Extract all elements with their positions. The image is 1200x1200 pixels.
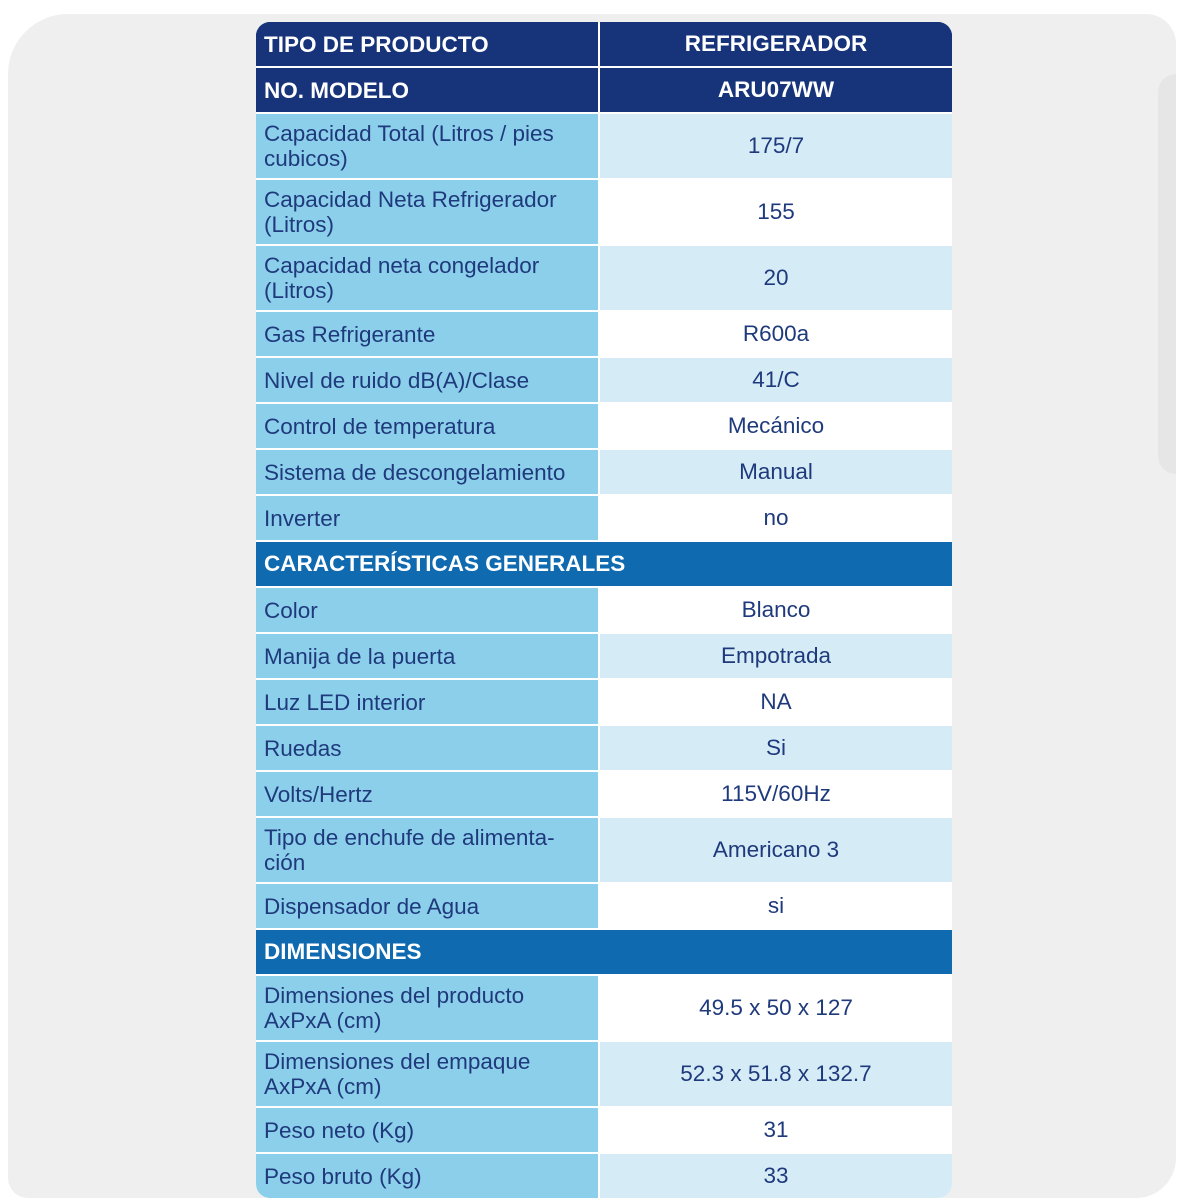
header-label: NO. MODELO — [256, 68, 600, 112]
spec-row — [256, 358, 952, 404]
spec-label: Tipo de enchufe de alimenta-ción — [256, 818, 600, 882]
spec-label: Dispensador de Agua — [256, 884, 600, 928]
spec-value: 31 — [600, 1108, 952, 1152]
spec-value: Americano 3 — [600, 818, 952, 882]
header-row-product-type — [256, 22, 952, 68]
spec-row — [256, 680, 952, 726]
spec-label: Capacidad neta congelador (Litros) — [256, 246, 600, 310]
spec-value: no — [600, 496, 952, 540]
spec-label: Peso neto (Kg) — [256, 1108, 600, 1152]
spec-label: Ruedas — [256, 726, 600, 770]
header-value: REFRIGERADOR — [600, 22, 952, 66]
spec-row — [256, 496, 952, 542]
spec-row — [256, 1042, 952, 1108]
header-value: ARU07WW — [600, 68, 952, 112]
spec-label: Luz LED interior — [256, 680, 600, 724]
spec-value: 52.3 x 51.8 x 132.7 — [600, 1042, 952, 1106]
spec-row — [256, 588, 952, 634]
spec-label: Sistema de descongelamiento — [256, 450, 600, 494]
spec-label: Capacidad Total (Litros / pies cubicos) — [256, 114, 600, 178]
spec-value: 155 — [600, 180, 952, 244]
spec-value: 20 — [600, 246, 952, 310]
spec-row — [256, 312, 952, 358]
spec-label: Manija de la puerta — [256, 634, 600, 678]
section-header-dimensions: DIMENSIONES — [256, 930, 952, 976]
spec-label: Dimensiones del empaque AxPxA (cm) — [256, 1042, 600, 1106]
spec-row — [256, 404, 952, 450]
spec-value: si — [600, 884, 952, 928]
paper-edge — [1158, 74, 1176, 474]
spec-value: R600a — [600, 312, 952, 356]
spec-row — [256, 818, 952, 884]
spec-row — [256, 634, 952, 680]
spec-value: 115V/60Hz — [600, 772, 952, 816]
spec-table — [256, 22, 952, 1198]
spec-row — [256, 180, 952, 246]
spec-label: Control de temperatura — [256, 404, 600, 448]
section-header-general: CARACTERÍSTICAS GENERALES — [256, 542, 952, 588]
spec-label: Nivel de ruido dB(A)/Clase — [256, 358, 600, 402]
spec-label: Dimensiones del producto AxPxA (cm) — [256, 976, 600, 1040]
spec-value: Mecánico — [600, 404, 952, 448]
spec-row — [256, 884, 952, 930]
spec-label: Peso bruto (Kg) — [256, 1154, 600, 1198]
spec-value: 41/C — [600, 358, 952, 402]
spec-label: Gas Refrigerante — [256, 312, 600, 356]
spec-value: Blanco — [600, 588, 952, 632]
spec-row — [256, 976, 952, 1042]
spec-label: Volts/Hertz — [256, 772, 600, 816]
spec-value: 175/7 — [600, 114, 952, 178]
spec-row — [256, 1154, 952, 1198]
spec-row — [256, 450, 952, 496]
spec-value: Manual — [600, 450, 952, 494]
spec-row — [256, 1108, 952, 1154]
spec-value: Empotrada — [600, 634, 952, 678]
spec-row — [256, 114, 952, 180]
spec-label: Color — [256, 588, 600, 632]
spec-row — [256, 772, 952, 818]
spec-value: Si — [600, 726, 952, 770]
spec-value: NA — [600, 680, 952, 724]
header-row-model — [256, 68, 952, 114]
spec-row — [256, 726, 952, 772]
spec-value: 49.5 x 50 x 127 — [600, 976, 952, 1040]
header-label: TIPO DE PRODUCTO — [256, 22, 600, 66]
spec-label: Inverter — [256, 496, 600, 540]
spec-label: Capacidad Neta Refrigerador (Litros) — [256, 180, 600, 244]
spec-row — [256, 246, 952, 312]
spec-value: 33 — [600, 1154, 952, 1198]
